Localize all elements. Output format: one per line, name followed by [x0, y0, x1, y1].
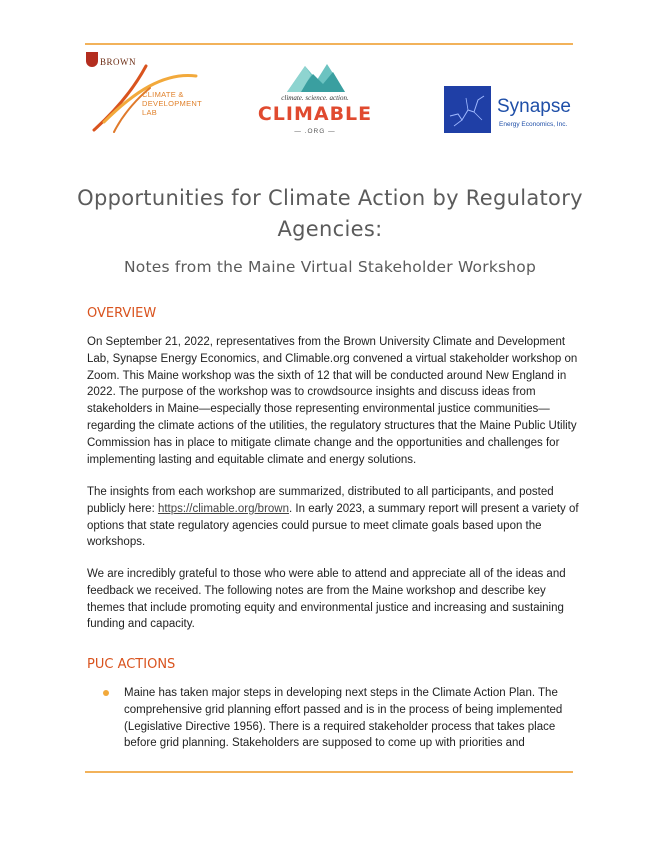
footer-rule	[85, 771, 573, 773]
page-title: Opportunities for Climate Action by Regulatory Agencies:	[77, 186, 583, 241]
list-item-text: Maine has taken major steps in developing next steps in the Climate Action Plan. The comprehensive grid planning effort passed and is in the process of being implemented (Legislative Directive 1956). There is a required stakeholder process that takes place before grid planning. Stakeholders are supposed to come up with priorities and	[124, 687, 563, 750]
cdl-line: DEVELOPMENT	[142, 99, 202, 108]
synapse-box	[444, 86, 491, 133]
cdl-line: LAB	[142, 108, 158, 117]
list-item	[87, 685, 579, 752]
header-rule	[85, 43, 573, 45]
brown-cdl-logo	[84, 52, 204, 137]
cdl-text	[142, 90, 202, 117]
overview-paragraph-2	[87, 484, 579, 551]
puc-actions-heading: PUC ACTIONS	[87, 657, 176, 672]
synapse-subtitle: Energy Economics, Inc.	[499, 121, 568, 128]
climable-org-text: .ORG	[304, 128, 326, 135]
climable-org: — .ORG —	[294, 128, 336, 135]
overview-paragraph-1: On September 21, 2022, representatives from the Brown University Climate and Development Lab, Synapse Energy Economics, and Climable.org convened a virtual stakeholder workshop on Zoom. This Maine workshop was the sixth of 12 that will be conducted around New England in 2022. The purpose of the workshop was to crowdsource insights and discuss ideas from stakeholders in Maine—especially those representing environmental justice communities—regarding the climate actions of the utilities, the regulatory structures that the Maine Public Utility Commission has in place to mitigate climate change and the opportunities and challenges for implementing lasting and equitable climate and energy solutions.	[87, 336, 578, 466]
brown-wordmark: BROWN	[100, 57, 136, 67]
climable-logo	[255, 60, 375, 140]
page-subtitle: Notes from the Maine Virtual Stakeholder Workshop	[123, 258, 537, 276]
climable-brown-link[interactable]: https://climable.org/brown	[157, 502, 290, 515]
mountains-icon	[255, 60, 375, 94]
overview-paragraph-3: We are incredibly grateful to those who were able to attend and appreciate all of the ideas and feedback we received. The following notes are from the Maine workshop and describe key themes that include promoting equity and environmental justice and increasing and sustaining funding and capacity.	[87, 568, 566, 631]
puc-actions-list	[87, 685, 579, 752]
synapse-logo	[444, 86, 579, 134]
cdl-line: CLIMATE &	[142, 90, 184, 99]
climable-wordmark: CLIMABLE	[257, 103, 373, 125]
synapse-neuron-icon	[444, 86, 491, 133]
bullet-icon	[103, 690, 109, 696]
climable-tagline: climate. science. action.	[281, 94, 349, 102]
overview-heading: OVERVIEW	[87, 306, 157, 321]
synapse-wordmark: Synapse	[497, 96, 571, 117]
paragraph-text: . In early 2023, a summary report will present a variety of options that state regulatory agencies could pursue to meet climate goals based upon the workshops.	[87, 502, 579, 549]
paragraph-text: The insights from each workshop are summarized, distributed to all participants, and posted publicly here:	[87, 486, 554, 515]
